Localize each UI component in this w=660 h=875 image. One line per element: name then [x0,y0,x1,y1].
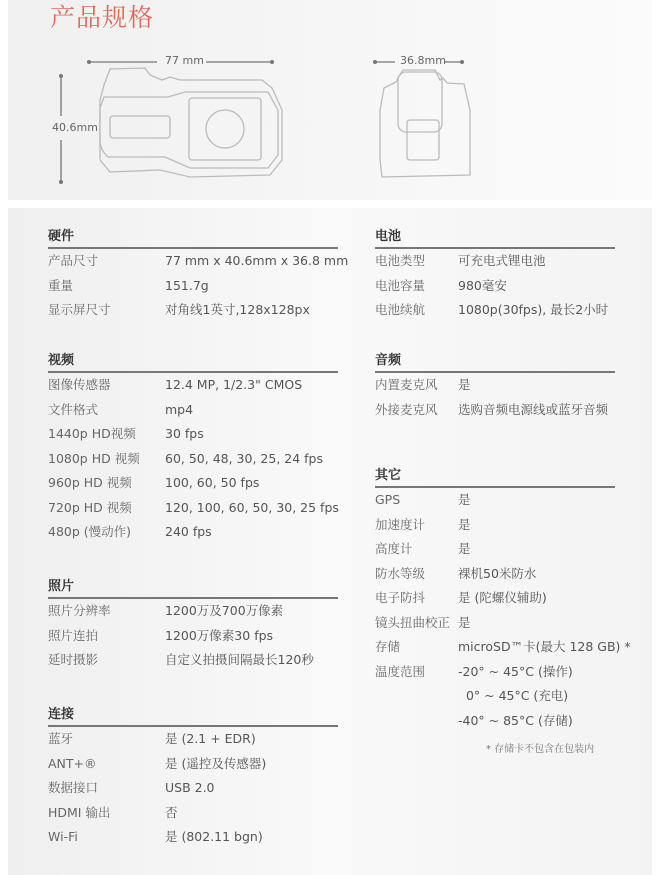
section-heading: 视频 [48,352,338,373]
spec-value: 60, 50, 48, 30, 25, 24 fps [165,450,323,466]
spec-value: 是 [458,614,471,630]
spec-row [375,298,615,323]
spec-label: 文件格式 [48,401,99,417]
spec-value: 是 [458,516,471,532]
spec-row [48,447,338,472]
spec-row [375,249,615,274]
spec-row [48,776,338,801]
spec-row [375,537,615,562]
spec-row [375,373,615,398]
spec-value: 是 (2.1 + EDR) [165,731,256,746]
spec-value: 对角线1英寸,128x128px [165,302,310,317]
spec-value: 1200万像素30 fps [165,627,274,643]
spec-label: 显示屏尺寸 [48,302,111,317]
spec-value: 0° ~ 45°C (充电) [458,688,569,703]
spec-value: 120, 100, 60, 50, 30, 25 fps [165,499,339,515]
spec-row [375,611,615,636]
spec-row [48,471,338,496]
spec-value: 151.7g [165,277,209,293]
section-heading: 连接 [48,706,338,727]
spec-label: 图像传感器 [48,377,111,392]
spec-value: 100, 60, 50 fps [165,475,260,490]
spec-label: 防水等级 [375,565,426,581]
spec-value: 否 [165,804,178,820]
spec-value: -40° ~ 85°C (存储) [458,712,573,728]
spec-row [48,624,338,649]
spec-row [375,660,615,685]
spec-label: Wi-Fi [48,829,78,844]
spec-section [48,706,338,850]
spec-label: 电子防抖 [375,590,426,605]
spec-value: 77 mm x 40.6mm x 36.8 mm [165,253,349,268]
camera-drawing [0,0,660,210]
spec-label: 蓝牙 [48,731,74,746]
spec-value: USB 2.0 [165,780,215,795]
spec-label: 照片分辨率 [48,603,111,618]
spec-label: 存储 [375,639,401,654]
spec-row [48,373,338,398]
spec-label: 电池容量 [375,277,426,293]
spec-label: ANT+® [48,755,97,771]
spec-value: 12.4 MP, 1/2.3" CMOS [165,377,303,392]
section-heading: 音频 [375,352,615,373]
spec-label: GPS [375,492,401,507]
spec-label: 镜头扭曲校正 [375,614,451,630]
spec-value: 是 [458,492,471,507]
spec-label: 电池类型 [375,253,426,268]
width-dimension: 77 mm [165,54,204,67]
depth-dimension: 36.8mm [400,54,446,67]
spec-value: 是 [458,377,471,392]
spec-section [48,228,349,323]
spec-row [48,648,338,673]
spec-label: 480p (慢动作) [48,524,132,539]
page-title: 产品规格 [50,3,155,32]
spec-label: 1080p HD 视频 [48,450,140,466]
spec-row [375,684,615,709]
spec-value: 240 fps [165,524,212,539]
spec-row [48,752,338,777]
spec-row [48,727,338,752]
section-heading: 电池 [375,228,615,249]
spec-value: 30 fps [165,426,204,441]
spec-value: 裸机50米防水 [458,565,537,581]
spec-section [48,578,338,673]
spec-row [375,398,615,423]
spec-section [48,352,338,545]
section-heading: 照片 [48,578,338,599]
spec-label: 高度计 [375,541,413,556]
spec-row [48,801,338,826]
spec-label: HDMI 输出 [48,804,111,820]
spec-label: 温度范围 [375,663,426,679]
spec-value: 是 [458,541,471,556]
spec-label: 960p HD 视频 [48,475,132,490]
spec-row [48,298,338,323]
spec-value: microSD™卡(最大 128 GB) * [458,639,631,654]
spec-value: 是 (陀螺仪辅助) [458,590,547,605]
spec-value: 980毫安 [458,277,507,293]
spec-row [48,599,338,624]
spec-value: 1200万及700万像素 [165,603,284,618]
spec-value: -20° ~ 45°C (操作) [458,663,573,679]
spec-value: 自定义拍摄间隔最长120秒 [165,652,314,667]
spec-label: 照片连拍 [48,627,99,643]
spec-value: 可充电式锂电池 [458,253,546,268]
height-dimension: 40.6mm [52,121,98,134]
spec-section [375,467,631,733]
spec-value: 是 (遥控及传感器) [165,755,267,771]
spec-row [48,496,338,521]
spec-value: mp4 [165,401,194,417]
spec-row [375,513,615,538]
spec-row [375,709,615,734]
spec-value: 1080p(30fps), 最长2小时 [458,302,609,317]
spec-row [375,562,615,587]
spec-label: 加速度计 [375,516,426,532]
spec-row [48,520,338,545]
section-heading: 其它 [375,467,615,488]
spec-label: 产品尺寸 [48,253,99,268]
spec-row [48,825,338,850]
spec-label: 延时摄影 [48,652,99,667]
spec-row [48,422,338,447]
spec-label: 内置麦克风 [375,377,438,392]
spec-row [48,249,349,274]
spec-label: 720p HD 视频 [48,499,132,515]
spec-row [375,488,615,513]
section-heading: 硬件 [48,228,338,249]
spec-value: 选购音频电源线或蓝牙音频 [458,401,609,417]
spec-label: 电池续航 [375,302,426,317]
spec-row [375,635,631,660]
spec-section [375,352,615,422]
spec-row [48,398,338,423]
spec-row [375,274,615,299]
spec-value: 是 (802.11 bgn) [165,829,263,844]
spec-label: 重量 [48,277,74,293]
storage-footnote: * 存储卡不包含在包装内 [486,744,595,755]
spec-section [375,228,615,323]
spec-row [375,586,615,611]
spec-label: 数据接口 [48,780,99,795]
spec-row [48,274,338,299]
spec-label: 1440p HD视频 [48,426,136,441]
spec-label: 外接麦克风 [375,401,438,417]
